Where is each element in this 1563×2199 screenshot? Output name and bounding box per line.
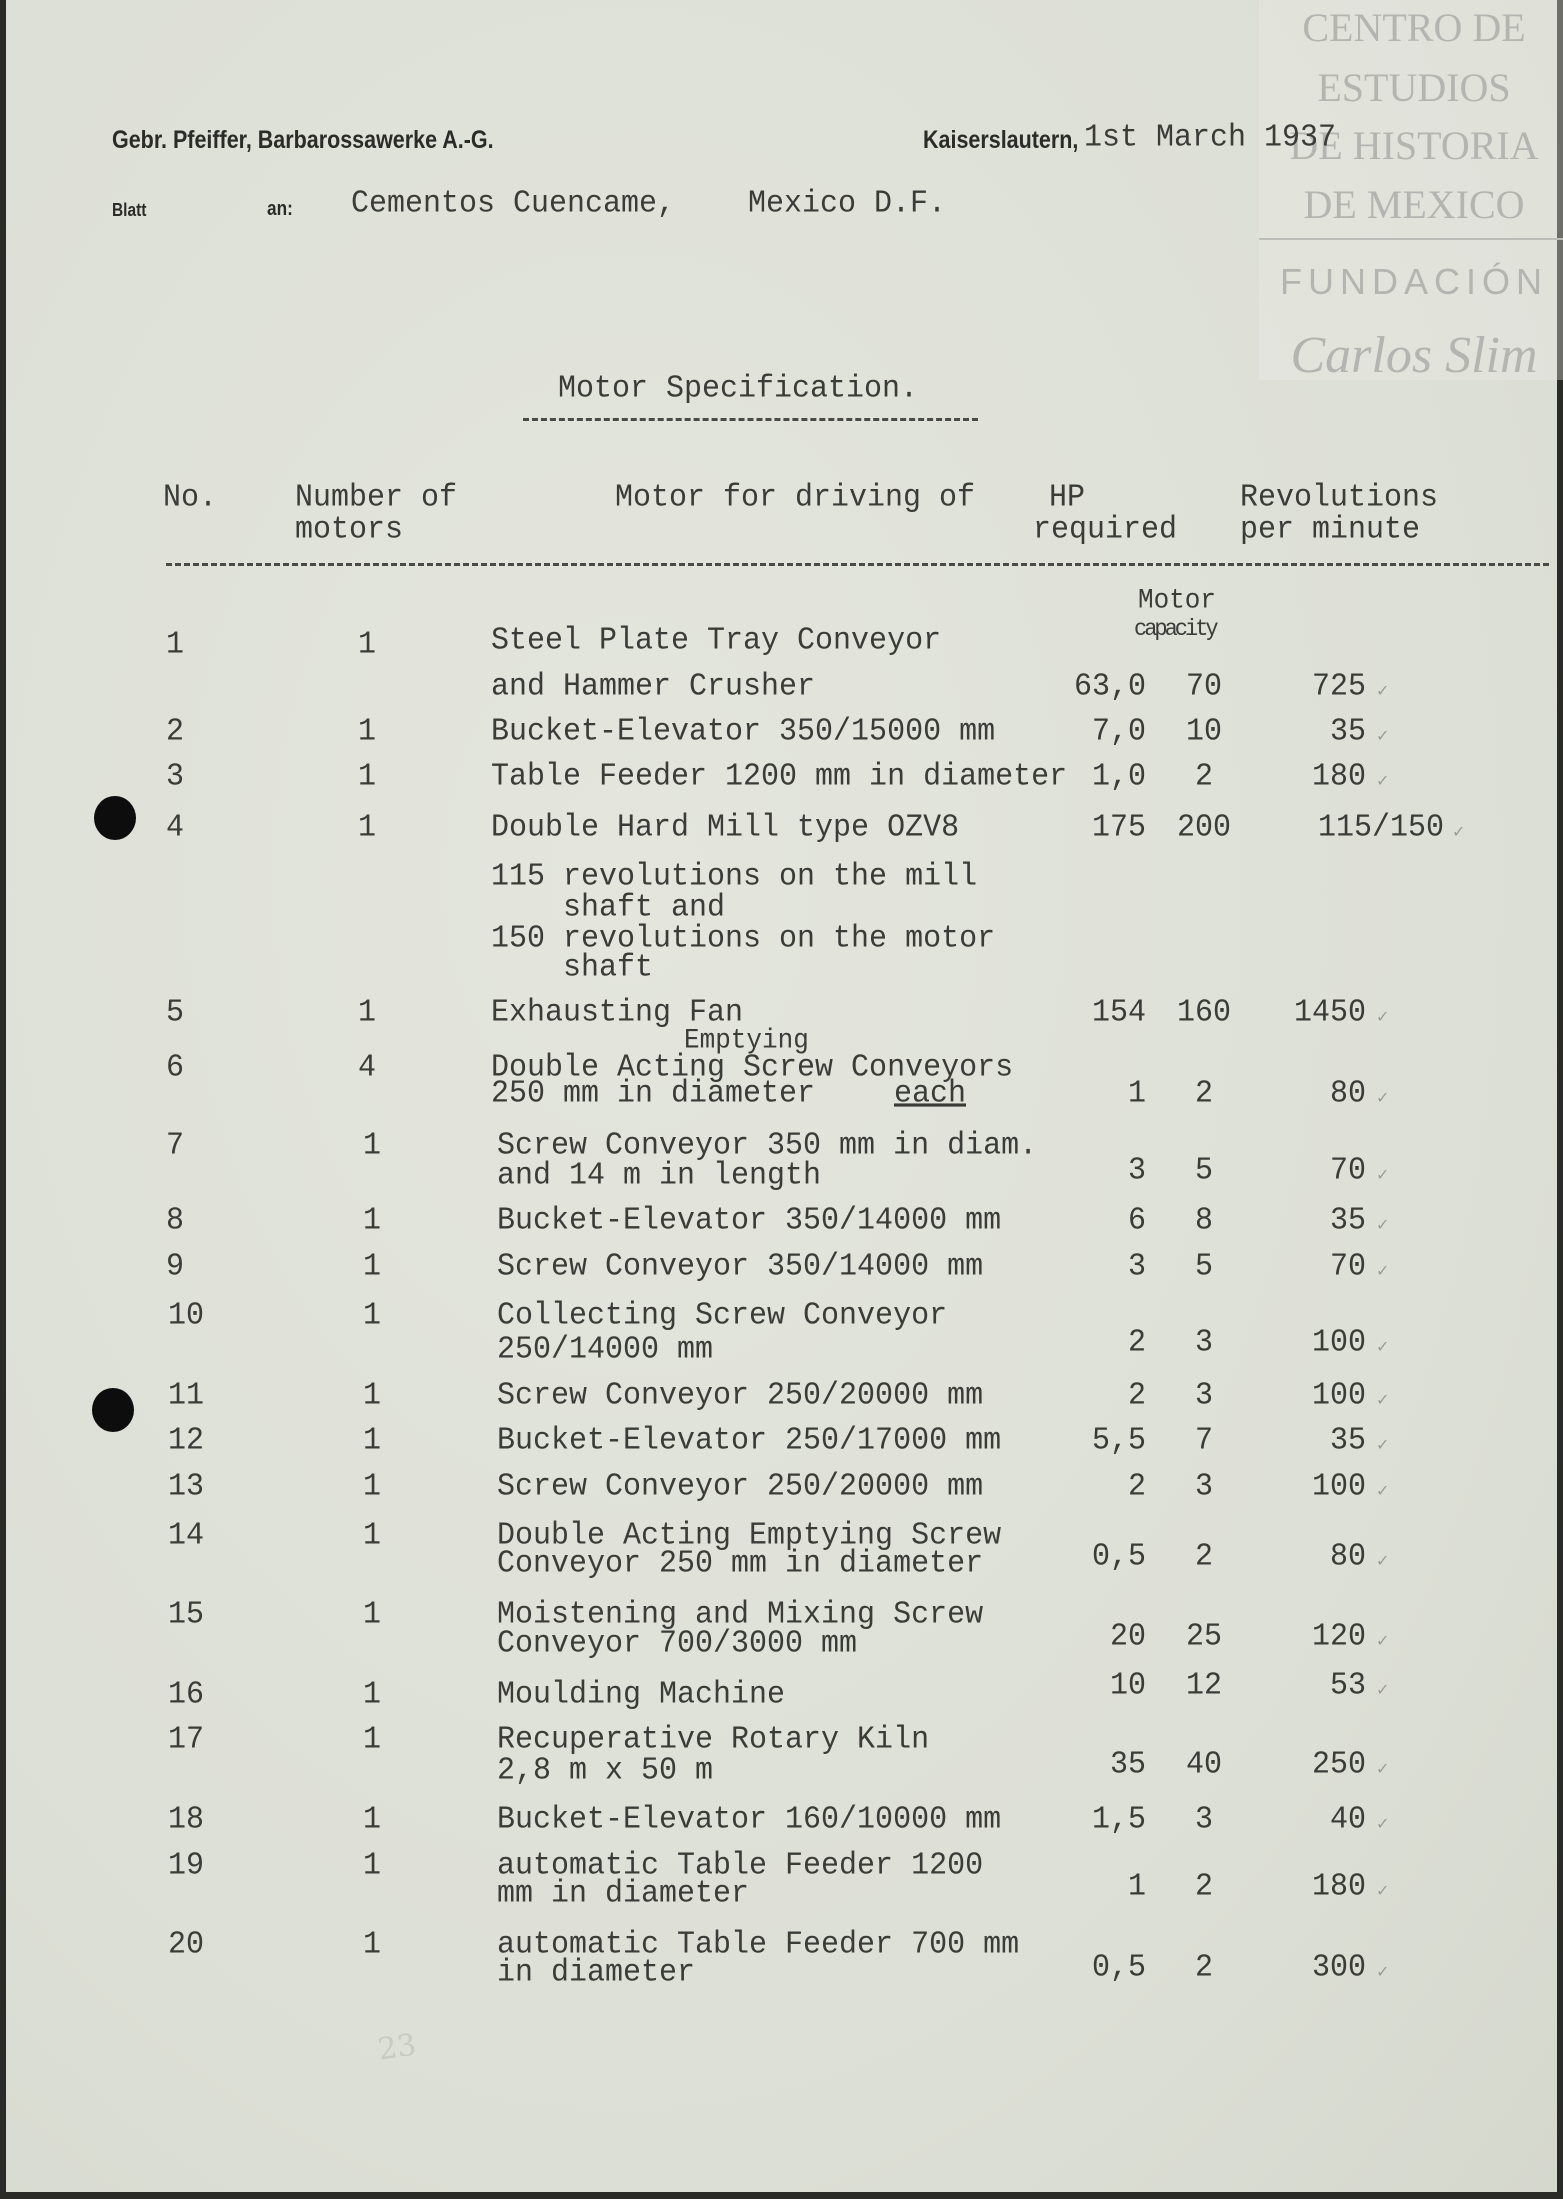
motor-count: 1 [363,1677,382,1713]
pencil-note: 23 [375,2027,419,2068]
hp-required: 0,5 [1091,1950,1146,1986]
row-number: 15 [168,1597,205,1633]
row-number: 3 [166,759,185,795]
revolutions-per-minute: 300 [1311,1950,1366,1986]
hp-required: 2 [1127,1378,1146,1414]
motor-description: Bucket-Elevator 350/14000 mm [497,1203,1002,1239]
revolutions-per-minute: 100 [1311,1378,1366,1414]
hp-required: 3 [1127,1153,1146,1189]
motor-description: Screw Conveyor 250/20000 mm [497,1378,984,1414]
col-header-hp: HP [1049,480,1086,516]
check-mark-icon: ✓ [1376,1759,1390,1778]
motor-capacity: 5 [1194,1249,1213,1285]
hp-required: 154 [1091,995,1146,1031]
row-number: 5 [166,995,185,1031]
hp-required: 1,5 [1091,1802,1146,1838]
watermark-line: DE MEXICO [1303,182,1525,227]
motor-description: 115 revolutions on the mill [491,859,978,895]
motor-capacity: 12 [1185,1668,1222,1704]
motor-count: 1 [358,714,377,750]
hp-required: 5,5 [1091,1423,1146,1459]
row-number: 18 [168,1802,205,1838]
revolutions-per-minute: 115/150 [1317,810,1444,846]
header-divider [166,563,1549,566]
motor-capacity: 3 [1194,1802,1213,1838]
revolutions-per-minute: 35 [1329,1423,1366,1459]
motor-description: 150 revolutions on the motor [491,921,996,957]
check-mark-icon: ✓ [1376,1215,1390,1234]
motor-description: and Hammer Crusher [491,669,816,705]
motor-description: automatic Table Feeder 1200 [497,1848,984,1884]
revolutions-per-minute: 250 [1311,1747,1366,1783]
motor-capacity: 2 [1194,1076,1213,1112]
row-number: 12 [168,1423,205,1459]
letter-date: 1st March 1937 [1084,120,1337,156]
row-number: 10 [168,1298,205,1334]
motor-count: 1 [363,1518,382,1554]
motor-capacity: 70 [1185,669,1222,705]
motor-capacity: 2 [1194,1869,1213,1905]
motor-count: 1 [363,1722,382,1758]
check-mark-icon: ✓ [1376,1962,1390,1981]
motor-description: Conveyor 700/3000 mm [497,1626,858,1662]
revolutions-per-minute: 70 [1329,1153,1366,1189]
revolutions-per-minute: 70 [1329,1249,1366,1285]
motor-description: Screw Conveyor 350/14000 mm [497,1249,984,1285]
motor-count: 1 [363,1469,382,1505]
row-number: 19 [168,1848,205,1884]
recipient: Cementos Cuencame, [351,186,676,222]
row-number: 14 [168,1518,205,1554]
motor-description: 250 mm in diameter [491,1076,816,1112]
motor-count: 1 [363,1802,382,1838]
motor-count: 1 [358,627,377,663]
motor-description: shaft and [491,890,726,926]
watermark-line: ESTUDIOS [1317,65,1511,110]
motor-description: Bucket-Elevator 250/17000 mm [497,1423,1002,1459]
motor-description: in diameter [497,1955,696,1991]
motor-description: Moulding Machine [497,1677,786,1713]
recipient-city: Mexico D.F. [748,186,947,222]
watermark-divider [1259,238,1563,240]
motor-count: 1 [363,1848,382,1884]
row-number: 13 [168,1469,205,1505]
motor-count: 4 [358,1050,377,1086]
row-number: 2 [166,714,185,750]
row-number: 16 [168,1677,205,1713]
motor-description: Table Feeder 1200 mm in diameter [491,759,1068,795]
title-underline [523,418,978,421]
motor-count: 1 [363,1128,382,1164]
hp-required: 1,0 [1091,759,1146,795]
motor-count: 1 [363,1927,382,1963]
hp-required: 3 [1127,1249,1146,1285]
motor-capacity: 40 [1185,1747,1222,1783]
motor-description: mm in diameter [497,1876,750,1912]
motor-count: 1 [358,759,377,795]
check-mark-icon: ✓ [1376,726,1390,745]
motor-count: 1 [358,995,377,1031]
hp-required: 175 [1091,810,1146,846]
row-number: 6 [166,1050,185,1086]
motor-count: 1 [363,1378,382,1414]
hp-required: 35 [1109,1747,1146,1783]
row-number: 11 [168,1378,205,1414]
motor-description: Moistening and Mixing Screw [497,1597,984,1633]
motor-capacity: 3 [1194,1469,1213,1505]
motor-description: 250/14000 mm [497,1332,714,1368]
motor-capacity: 25 [1185,1619,1222,1655]
motor-count: 1 [363,1298,382,1334]
revolutions-per-minute: 725 [1311,669,1366,705]
watermark-line: FUNDACIÓN [1280,261,1548,302]
motor-description: Screw Conveyor 350 mm in diam. [497,1128,1038,1164]
check-mark-icon: ✓ [1376,1814,1390,1833]
col-header-rpm: per minute [1240,512,1421,548]
hp-required: 2 [1127,1469,1146,1505]
motor-capacity: 2 [1194,1950,1213,1986]
motor-count: 1 [363,1597,382,1633]
revolutions-per-minute: 35 [1329,1203,1366,1239]
col-header-no: No. [163,480,218,516]
motor-description: and 14 m in length [497,1158,822,1194]
motor-description: 2,8 m x 50 m [497,1753,714,1789]
revolutions-per-minute: 1450 [1293,995,1366,1031]
motor-description: automatic Table Feeder 700 mm [497,1927,1020,1963]
motor-description: shaft [491,950,654,986]
motor-capacity: 7 [1194,1423,1213,1459]
col-header-rpm: Revolutions [1240,480,1439,516]
check-mark-icon: ✓ [1376,1881,1390,1900]
revolutions-per-minute: 180 [1311,1869,1366,1905]
revolutions-per-minute: 80 [1329,1539,1366,1575]
revolutions-per-minute: 80 [1329,1076,1366,1112]
document-page [6,0,1557,2192]
hp-required: 10 [1109,1668,1146,1704]
row-number: 20 [168,1927,205,1963]
revolutions-per-minute: 53 [1329,1668,1366,1704]
watermark-line: DE HISTORIA [1289,123,1539,168]
row-number: 1 [166,627,185,663]
page-title: Motor Specification. [558,371,919,407]
check-mark-icon: ✓ [1376,681,1390,700]
motor-count: 1 [363,1249,382,1285]
motor-description: Recuperative Rotary Kiln [497,1722,930,1758]
check-mark-icon: ✓ [1376,771,1390,790]
motor-description: Double Acting Screw Conveyors [491,1050,1014,1086]
row-number: 8 [166,1203,185,1239]
motor-count: 1 [363,1423,382,1459]
check-mark-icon: ✓ [1452,822,1466,841]
revolutions-per-minute: 180 [1311,759,1366,795]
check-mark-icon: ✓ [1376,1435,1390,1454]
motor-description: Double Hard Mill type OZV8 [491,810,960,846]
motor-capacity: 2 [1194,1539,1213,1575]
each-note: each [894,1076,967,1112]
motor-description: Exhausting Fan [491,995,744,1031]
punch-hole [94,796,136,840]
check-mark-icon: ✓ [1376,1088,1390,1107]
hp-required: 63,0 [1073,669,1146,705]
hp-required: 2 [1127,1325,1146,1361]
to-label: an: [267,198,293,220]
motor-count: 1 [358,810,377,846]
col-header-motors: motors [295,512,404,548]
col-header-motors: Number of [295,480,458,516]
motor-capacity: 2 [1194,759,1213,795]
hp-required: 7,0 [1091,714,1146,750]
hp-required: 20 [1109,1619,1146,1655]
motor-description: Bucket-Elevator 160/10000 mm [497,1802,1002,1838]
motor-count: 1 [363,1203,382,1239]
place-label: Kaiserslautern, [923,126,1079,154]
col-header-hp: required [1033,512,1178,548]
punch-hole [92,1388,134,1432]
motor-description: Double Acting Emptying Screw [497,1518,1002,1554]
motor-description: Steel Plate Tray Conveyor [491,623,942,659]
watermark-signature: Carlos Slim [1290,327,1538,384]
inserted-word: Emptying [684,1024,809,1056]
check-mark-icon: ✓ [1376,1390,1390,1409]
watermark-line: CENTRO DE [1302,5,1526,50]
check-mark-icon: ✓ [1376,1551,1390,1570]
sheet-label: Blatt [112,200,147,220]
motor-description: Conveyor 250 mm in diameter [497,1546,984,1582]
motor-description: Collecting Screw Conveyor [497,1298,948,1334]
motor-capacity: 3 [1194,1378,1213,1414]
row-number: 9 [166,1249,185,1285]
motor-capacity: 200 [1176,810,1231,846]
revolutions-per-minute: 40 [1329,1802,1366,1838]
motor-capacity: 5 [1194,1153,1213,1189]
row-number: 7 [166,1128,185,1164]
motor-capacity: 160 [1176,995,1231,1031]
motor-description: Bucket-Elevator 350/15000 mm [491,714,996,750]
revolutions-per-minute: 100 [1311,1469,1366,1505]
check-mark-icon: ✓ [1376,1680,1390,1699]
col-header-desc: Motor for driving of [615,480,976,516]
company-name: Gebr. Pfeiffer, Barbarossawerke A.-G. [112,126,494,154]
hp-required: 6 [1127,1203,1146,1239]
check-mark-icon: ✓ [1376,1631,1390,1650]
revolutions-per-minute: 35 [1329,714,1366,750]
motor-description: Screw Conveyor 250/20000 mm [497,1469,984,1505]
row-number: 4 [166,810,185,846]
motor-capacity: 8 [1194,1203,1213,1239]
check-mark-icon: ✓ [1376,1481,1390,1500]
revolutions-per-minute: 100 [1311,1325,1366,1361]
check-mark-icon: ✓ [1376,1337,1390,1356]
row-number: 17 [168,1722,205,1758]
col-header-capacity: Motor [1138,584,1217,616]
hp-required: 1 [1127,1869,1146,1905]
check-mark-icon: ✓ [1376,1007,1390,1026]
motor-capacity: 3 [1194,1325,1213,1361]
check-mark-icon: ✓ [1376,1165,1390,1184]
hp-required: 0,5 [1091,1539,1146,1575]
motor-capacity: 10 [1185,714,1222,750]
check-mark-icon: ✓ [1376,1261,1390,1280]
revolutions-per-minute: 120 [1311,1619,1366,1655]
col-header-capacity: capacity [1134,616,1216,643]
hp-required: 1 [1127,1076,1146,1112]
